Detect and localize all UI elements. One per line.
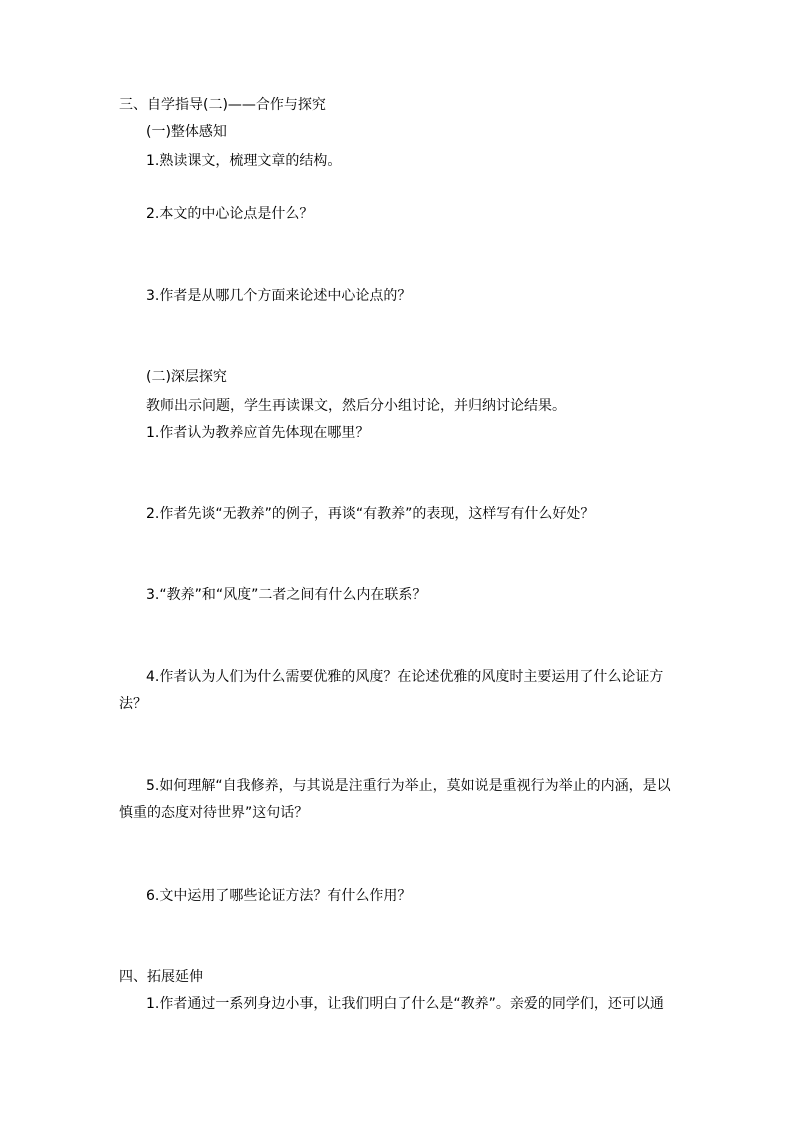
part1-title: (一)整体感知 [146,124,227,140]
part2-question-3: 3.“教养”和“风度”二者之间有什么内在联系？ [146,587,427,603]
part2-question-2: 2.作者先谈“无教养”的例子，再谈“有教养”的表现，这样写有什么好处？ [146,506,595,522]
section4-heading: 四、拓展延伸 [119,969,203,985]
part2-question-6: 6.文中运用了哪些论证方法？有什么作用？ [146,888,412,904]
part2-title: (二)深层探究 [146,369,227,385]
part1-question-1: 1.熟读课文，梳理文章的结构。 [146,153,342,169]
section4-question-1: 1.作者通过一系列身边小事，让我们明白了什么是“教养”。亲爱的同学们，还可以通 [146,996,664,1012]
part1-question-3: 3.作者是从哪几个方面来论述中心论点的？ [146,288,412,304]
part2-question-4-line1: 4.作者认为人们为什么需要优雅的风度？在论述优雅的风度时主要运用了什么论证方 [146,669,664,685]
part2-question-5-line1: 5.如何理解“自我修养，与其说是注重行为举止，莫如说是重视行为举止的内涵，是以 [146,778,671,794]
part2-intro: 教师出示问题，学生再读课文，然后分小组讨论，并归纳讨论结果。 [146,398,566,414]
part2-question-1: 1.作者认为教养应首先体现在哪里？ [146,425,370,441]
section3-heading: 三、自学指导(二)——合作与探究 [119,97,326,113]
part2-question-4-line2: 法？ [119,696,147,712]
part2-question-5-line2: 慎重的态度对待世界”这句话？ [119,805,309,821]
part1-question-2: 2.本文的中心论点是什么？ [146,206,314,222]
